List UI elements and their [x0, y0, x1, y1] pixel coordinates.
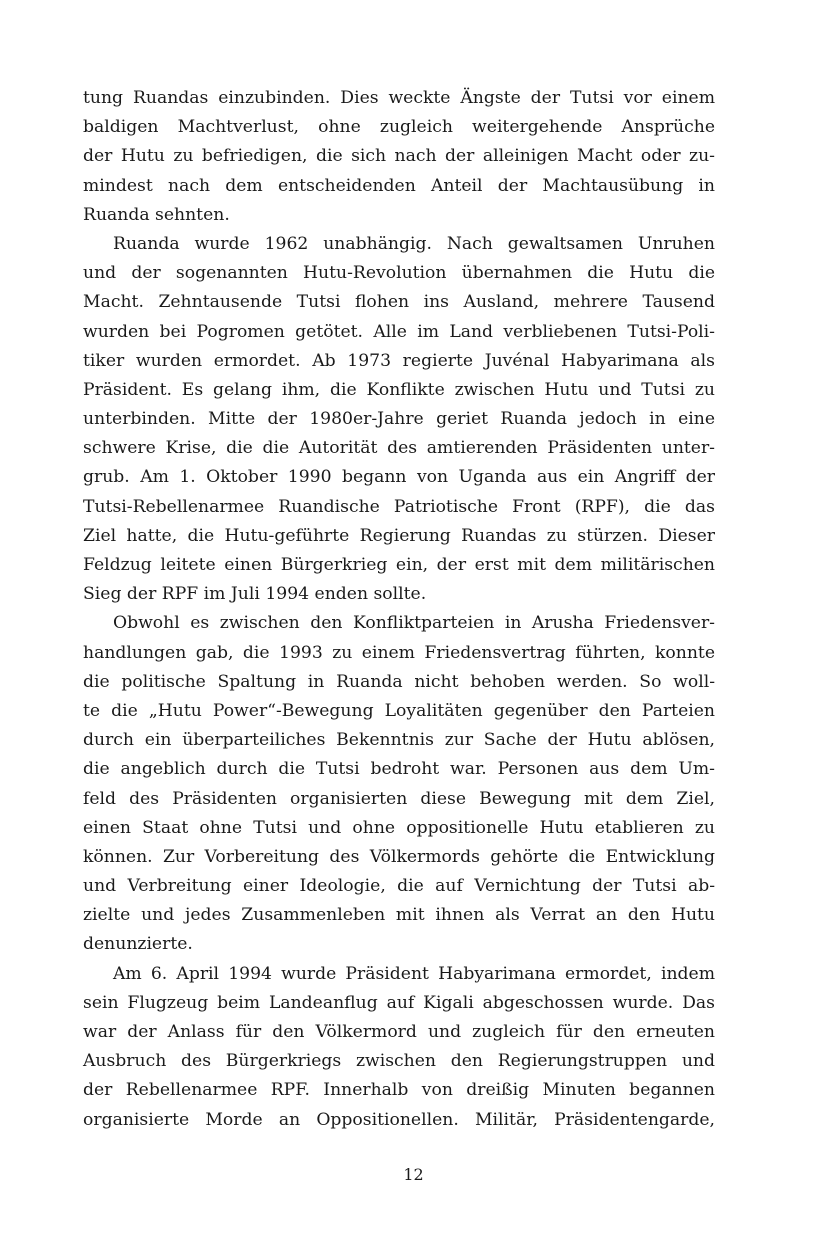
text-line: denunzierte. — [83, 934, 193, 955]
text-line: und der sogenannten Hutu-Revolution übernahmen die Hutu die — [83, 263, 715, 284]
text-line: zielte und jedes Zusammenleben mit ihnen als Verrat an den Hutu — [83, 905, 715, 926]
text-line: tung Ruandas einzubinden. Dies weckte Ängste der Tutsi vor einem — [83, 88, 715, 108]
paragraph — [83, 230, 715, 609]
text-line: baldigen Machtverlust, ohne zugleich weitergehende Ansprüche — [83, 117, 715, 138]
text-line: handlungen gab, die 1993 zu einem Friedensvertrag führten, konnte — [83, 642, 715, 663]
text-line: unterbinden. Mitte der 1980er-Jahre geriet Ruanda jedoch in eine — [83, 409, 715, 430]
text-line: Sieg der RPF im Juli 1994 enden sollte. — [83, 584, 427, 605]
paragraph — [83, 960, 715, 1135]
text-line: durch ein überparteiliches Bekenntnis zur Sache der Hutu ablösen, — [83, 730, 715, 751]
text-line: te die „Hutu Power“-Bewegung Loyalitäten gegenüber den Parteien — [83, 700, 715, 721]
text-line: Obwohl es zwischen den Konfliktparteien in Arusha Friedensver- — [113, 613, 715, 634]
text-line: und Verbreitung einer Ideologie, die auf Vernichtung der Tutsi ab- — [83, 876, 715, 897]
text-line: Ruanda wurde 1962 unabhängig. Nach gewaltsamen Unruhen — [113, 233, 715, 254]
text-line: Am 6. April 1994 wurde Präsident Habyarimana ermordet, indem — [113, 963, 715, 984]
text-line: Macht. Zehntausende Tutsi flohen ins Ausland, mehrere Tausend — [83, 292, 715, 313]
paragraph — [83, 84, 715, 230]
text-line: Ruanda sehnten. — [83, 204, 230, 225]
page-body — [83, 84, 715, 1135]
text-line: schwere Krise, die die Autorität des amtierenden Präsidenten unter- — [83, 438, 715, 459]
text-line: war der Anlass für den Völkermord und zugleich für den erneuten — [83, 1022, 715, 1042]
text-line: sein Flugzeug beim Landeanflug auf Kigali abgeschossen wurde. Das — [83, 992, 715, 1013]
text-line: tiker wurden ermordet. Ab 1973 regierte Juvénal Habyarimana als — [83, 350, 715, 371]
text-line: Ziel hatte, die Hutu-geführte Regierung Ruandas zu stürzen. Dieser — [83, 525, 715, 546]
text-line: einen Staat ohne Tutsi und ohne oppositionelle Hutu etablieren zu — [83, 817, 715, 838]
paragraph — [83, 609, 715, 959]
text-line: Präsident. Es gelang ihm, die Konflikte zwischen Hutu und Tutsi zu — [83, 379, 715, 400]
text-line: die angeblich durch die Tutsi bedroht war. Personen aus dem Um- — [83, 759, 715, 780]
text-line: organisierte Morde an Oppositionellen. Militär, Präsidentengarde, — [83, 1109, 715, 1130]
text-line: der Rebellenarmee RPF. Innerhalb von dreißig Minuten begannen — [83, 1080, 715, 1101]
text-line: feld des Präsidenten organisierten diese Bewegung mit dem Ziel, — [83, 788, 715, 809]
text-line: wurden bei Pogromen getötet. Alle im Land verbliebenen Tutsi-Poli- — [83, 321, 715, 342]
text-line: Tutsi-Rebellenarmee Ruandische Patriotische Front (RPF), die das — [83, 496, 715, 517]
text-line: können. Zur Vorbereitung des Völkermords gehörte die Entwicklung — [83, 846, 715, 867]
text-line: Feldzug leitete einen Bürgerkrieg ein, der erst mit dem militärischen — [83, 555, 715, 575]
text-line: mindest nach dem entscheidenden Anteil der Machtausübung in — [83, 175, 715, 196]
text-line: grub. Am 1. Oktober 1990 begann von Uganda aus ein Angriff der — [83, 467, 715, 488]
text-line: der Hutu zu befriedigen, die sich nach der alleinigen Macht oder zu- — [83, 146, 715, 167]
text-line: Ausbruch des Bürgerkriegs zwischen den Regierungstruppen und — [83, 1051, 715, 1072]
page-number: 12 — [403, 1165, 424, 1184]
text-line: die politische Spaltung in Ruanda nicht behoben werden. So woll- — [83, 671, 715, 692]
